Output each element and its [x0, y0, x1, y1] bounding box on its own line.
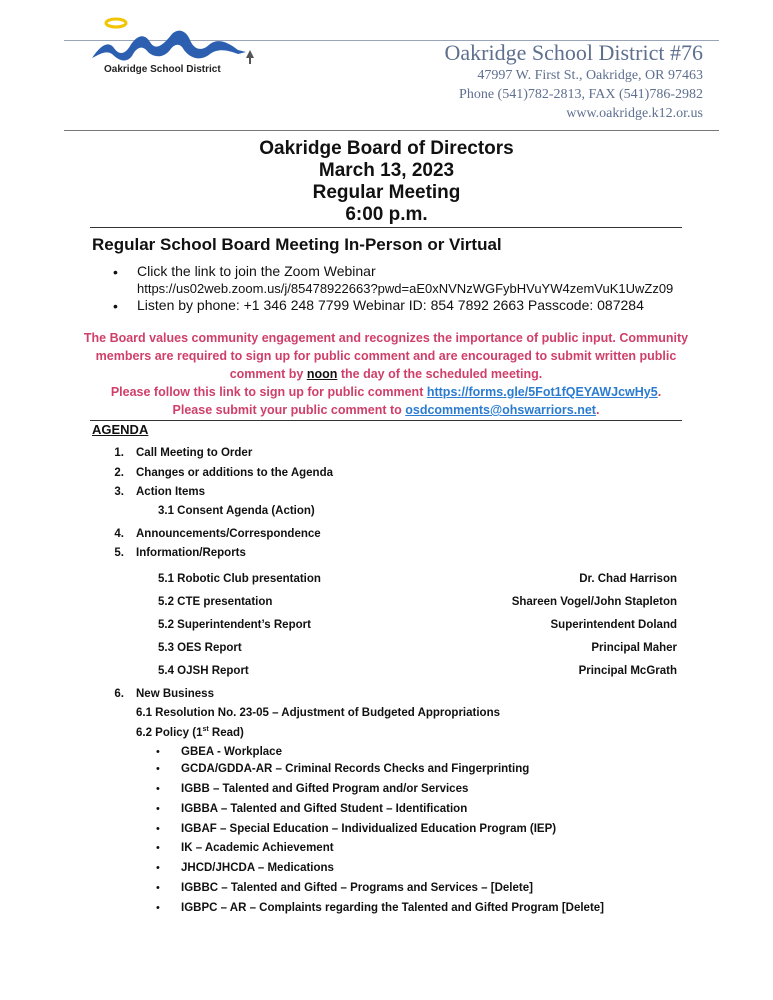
report-item: 5.3 OES Report	[158, 642, 242, 654]
report-item: 5.1 Robotic Club presentation	[158, 573, 321, 585]
phone-info: Listen by phone: +1 346 248 7799 Webinar ID: 854 7892 2663 Passcode: 087284	[137, 297, 644, 313]
mountain-icon	[92, 31, 246, 61]
notice-line-1: The Board values community engagement and recognizes the importance of public input. Community	[83, 331, 689, 345]
bullet-icon: •	[113, 264, 118, 280]
signup-form-link[interactable]: https://forms.gle/5Fot1fQEYAWJcwHy5	[426, 385, 658, 399]
district-name: Oakridge School District #76	[444, 40, 703, 65]
bullet-icon: •	[156, 862, 160, 874]
meeting-date: March 13, 2023	[318, 160, 455, 181]
notice-line-3: comment by noon the day of the scheduled meeting.	[229, 367, 543, 381]
policy-item: JHCD/JHCDA – Medications	[181, 862, 334, 874]
agenda-item-number: 6.	[114, 688, 124, 700]
tree-icon	[246, 50, 254, 58]
board-title: Oakridge Board of Directors	[259, 138, 514, 159]
bullet-icon: •	[156, 823, 160, 835]
meeting-time: 6:00 p.m.	[345, 204, 428, 225]
notice-line-5: Please submit your public comment to osdcomments@ohswarriors.net.	[172, 403, 600, 417]
agenda-item: Announcements/Correspondence	[136, 528, 321, 540]
bullet-icon: •	[156, 902, 160, 914]
policy-item: IGBAF – Special Education – Individualized Education Program (IEP)	[181, 823, 557, 835]
agenda-item: Action Items	[136, 486, 206, 498]
notice-line-2: members are required to sign up for public comment and are encouraged to submit written public	[95, 349, 677, 363]
agenda-item: New Business	[136, 688, 214, 700]
report-item: 5.2 Superintendent’s Report	[158, 619, 311, 631]
district-website[interactable]: www.oakridge.k12.or.us	[566, 106, 703, 121]
report-item: 5.2 CTE presentation	[158, 596, 273, 608]
district-phone: Phone (541)782-2813, FAX (541)786-2982	[459, 87, 703, 102]
agenda-item-number: 1.	[114, 447, 124, 459]
title-rule	[90, 227, 682, 228]
bullet-icon: •	[113, 298, 118, 314]
resolution-item: 6.1 Resolution No. 23-05 – Adjustment of Budgeted Appropriations	[136, 707, 500, 719]
notice-line-4: Please follow this link to sign up for public comment https://forms.gle/5Fot1fQEYAWJcwHy5.	[110, 385, 662, 399]
policy-item: GBEA - Workplace	[181, 746, 282, 758]
report-presenter: Dr. Chad Harrison	[579, 573, 677, 585]
agenda-item: Information/Reports	[136, 547, 246, 559]
sun-icon	[106, 19, 126, 27]
notice-rule	[90, 420, 682, 421]
report-presenter: Principal McGrath	[578, 665, 677, 677]
agenda-item-number: 3.	[114, 486, 124, 498]
comment-email-link[interactable]: osdcomments@ohswarriors.net	[405, 403, 596, 417]
report-presenter: Shareen Vogel/John Stapleton	[511, 596, 677, 608]
agenda-heading: AGENDA	[92, 422, 149, 437]
policy-item: IGBPC – AR – Complaints regarding the Talented and Gifted Program [Delete]	[181, 902, 605, 914]
bullet-icon: •	[156, 842, 160, 854]
policy-item: GCDA/GDDA-AR – Criminal Records Checks and Fingerprinting	[181, 763, 530, 775]
meeting-type: Regular Meeting	[312, 182, 461, 203]
report-presenter: Principal Maher	[591, 642, 677, 654]
agenda-item: Call Meeting to Order	[136, 447, 253, 459]
report-presenter: Superintendent Doland	[550, 619, 677, 631]
policy-item: IK – Academic Achievement	[181, 842, 334, 854]
bullet-icon: •	[156, 746, 160, 758]
zoom-link[interactable]: https://us02web.zoom.us/j/85478922663?pwd=aE0xNVNzWGFybHVuYW4zemVuK1UwZz09	[137, 281, 674, 296]
policy-item: IGBB – Talented and Gifted Program and/or Services	[181, 783, 469, 795]
agenda-item: Changes or additions to the Agenda	[136, 467, 333, 479]
zoom-label: Click the link to join the Zoom Webinar	[137, 263, 376, 279]
agenda-item-number: 4.	[114, 528, 124, 540]
bullet-icon: •	[156, 763, 160, 775]
bullet-icon: •	[156, 882, 160, 894]
logo-text: Oakridge School District	[104, 64, 221, 75]
meeting-heading: Regular School Board Meeting In-Person or Virtual	[92, 235, 502, 254]
consent-agenda: 3.1 Consent Agenda (Action)	[158, 505, 315, 517]
bullet-icon: •	[156, 783, 160, 795]
agenda-item-number: 5.	[114, 547, 124, 559]
noon-text: noon	[306, 367, 338, 381]
district-address: 47997 W. First St., Oakridge, OR 97463	[477, 68, 703, 83]
bullet-icon: •	[156, 803, 160, 815]
header-bottom-rule	[64, 130, 719, 131]
policy-item: IGBBC – Talented and Gifted – Programs and Services – [Delete]	[181, 882, 533, 894]
report-item: 5.4 OJSH Report	[158, 665, 249, 677]
policy-item: IGBBA – Talented and Gifted Student – Identification	[181, 803, 468, 815]
agenda-item-number: 2.	[114, 467, 124, 479]
policy-heading: 6.2 Policy (1st Read)	[136, 726, 244, 739]
